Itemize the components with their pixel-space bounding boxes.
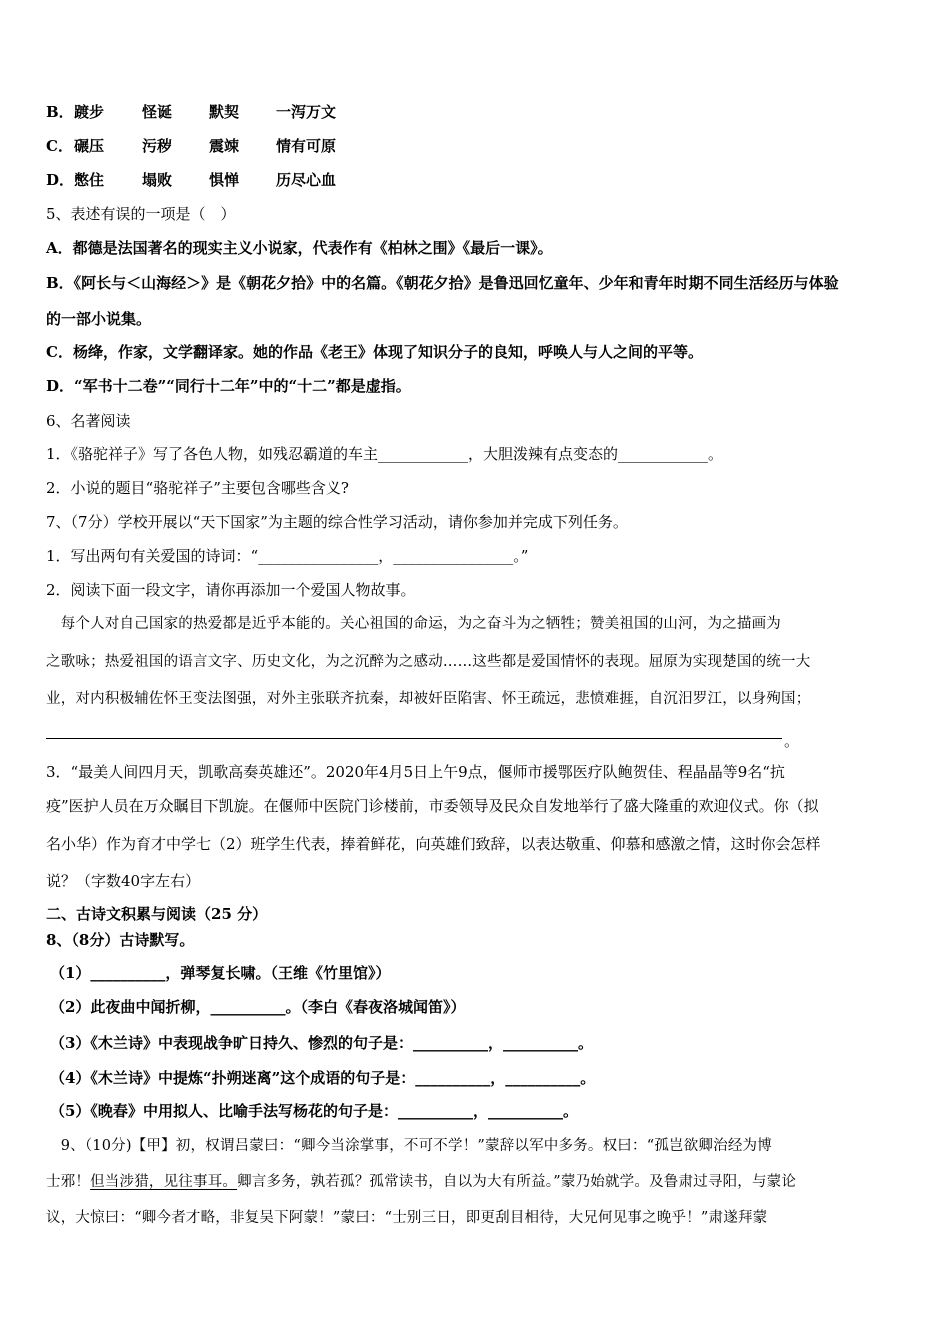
q7-task-3-line4: 说？（字数40字左右） [46,872,201,890]
q7-passage-line1: 每个人对自己国家的热爱都是近乎本能的。关心祖国的命运，为之奋斗为之牺牲；赞美祖国的山河，为之描画为 [46,616,781,632]
q5-option-b-line2: 的一部小说集。 [46,310,152,328]
q7-passage-line3: 业，对内积极辅佐怀王变法图强，对外主张联齐抗秦，却被奸臣陷害、怀王疏远，悲愤难捱，自沉汨罗江，以身殉国； [46,691,811,707]
q7-stem: 7、（7分）学校开展以“天下国家”为主题的综合性学习活动，请你参加并完成下列任务。 [46,513,628,531]
q8-item-4: （4）《木兰诗》中提炼“扑朔迷离”这个成语的句子是：__________，__________。 [50,1069,596,1087]
q7-task-3-line1: 3．“最美人间四月天，凯歌高奏英雄还”。2020年4月5日上午9点，偃师市援鄂医疗队鲍贺佳、程晶晶等9名“抗 [46,763,785,781]
q6-stem: 6、名著阅读 [46,412,131,430]
q8-item-1: （1）__________，弹琴复长啸。（王维《竹里馆》） [50,964,391,982]
q7-task-2: 2．阅读下面一段文字，请你再添加一个爱国人物故事。 [46,581,416,599]
section-2-heading: 二、古诗文积累与阅读（25 分） [46,905,268,923]
q8-item-2: （2）此夜曲中闻折柳，__________。（李白《春夜洛城闻笛》） [50,998,466,1016]
answer-blank-line[interactable] [46,738,782,739]
q9-line2: 士邪！但当涉猎，见往事耳。卿言多务，孰若孤？孤常读书，自以为大有所益。”蒙乃始就学。及鲁肃过寻阳，与蒙论 [46,1174,797,1190]
q8-stem: 8、（8分）古诗默写。 [46,931,195,949]
q4-option-b: B．踱步 怪诞 默契 一泻万文 [46,103,337,121]
q7-passage-line2: 之歌咏；热爱祖国的语言文字、历史文化，为之沉醉为之感动……这些都是爱国情怀的表现。屈原为实现楚国的统一大 [46,654,811,670]
q6-question-2: 2．小说的题目“骆驼祥子”主要包含哪些含义? [46,479,349,497]
q9-line3: 议，大惊曰：“卿今者才略，非复吴下阿蒙！”蒙曰：“士别三日，即更刮目相待，大兄何见事之晚乎！”肃遂拜蒙 [46,1210,768,1226]
q9-underlined-sentence: 但当涉猎，见往事耳。 [90,1174,238,1190]
q7-task-1: 1．写出两句有关爱国的诗词：“________________，________________。” [46,547,529,565]
q8-item-5: （5）《晚春》中用拟人、比喻手法写杨花的句子是：__________，__________。 [50,1102,578,1120]
q4-option-d: D．憋住 塌败 惧惮 历尽心血 [46,171,337,189]
q5-stem: 5、表述有误的一项是（ ） [46,205,236,223]
q5-option-a: A．都德是法国著名的现实主义小说家，代表作有《柏林之围》《最后一课》。 [46,239,553,257]
q7-task-3-line3: 名小华）作为育才中学七（2）班学生代表，捧着鲜花，向英雄们致辞，以表达敬重、仰慕和感激之情，这时你会怎样 [46,835,821,853]
answer-end-mark: 。 [784,732,800,750]
q6-question-1: 1．《骆驼祥子》写了各色人物，如残忍霸道的车主____________，大胆泼辣有点变态的____________。 [46,445,724,463]
q5-option-c: C．杨绛，作家，文学翻译家。她的作品《老王》体现了知识分子的良知，呼唤人与人之间的平等。 [46,343,703,361]
q5-option-d: D．“军书十二卷”“同行十二年”中的“十二”都是虚指。 [46,377,411,395]
q4-option-c: C．碾压 污秽 震竦 情有可原 [46,137,337,155]
q9-line1: 9、（10分)【甲】初，权谓吕蒙曰：“卿今当涂掌事，不可不学！”蒙辞以军中多务。权曰：“孤岂欲卿治经为博 [46,1138,772,1154]
q5-option-b-line1: B．《阿长与＜山海经＞》是《朝花夕拾》中的名篇。《朝花夕拾》是鲁迅回忆童年、少年和青年时期不同生活经历与体验 [46,274,839,292]
q7-task-3-line2: 疫”医护人员在万众瞩目下凯旋。在偃师中医院门诊楼前，市委领导及民众自发地举行了盛大隆重的欢迎仪式。你（拟 [46,797,819,815]
q8-item-3: （3）《木兰诗》中表现战争旷日持久、惨烈的句子是：__________，__________。 [50,1034,593,1052]
